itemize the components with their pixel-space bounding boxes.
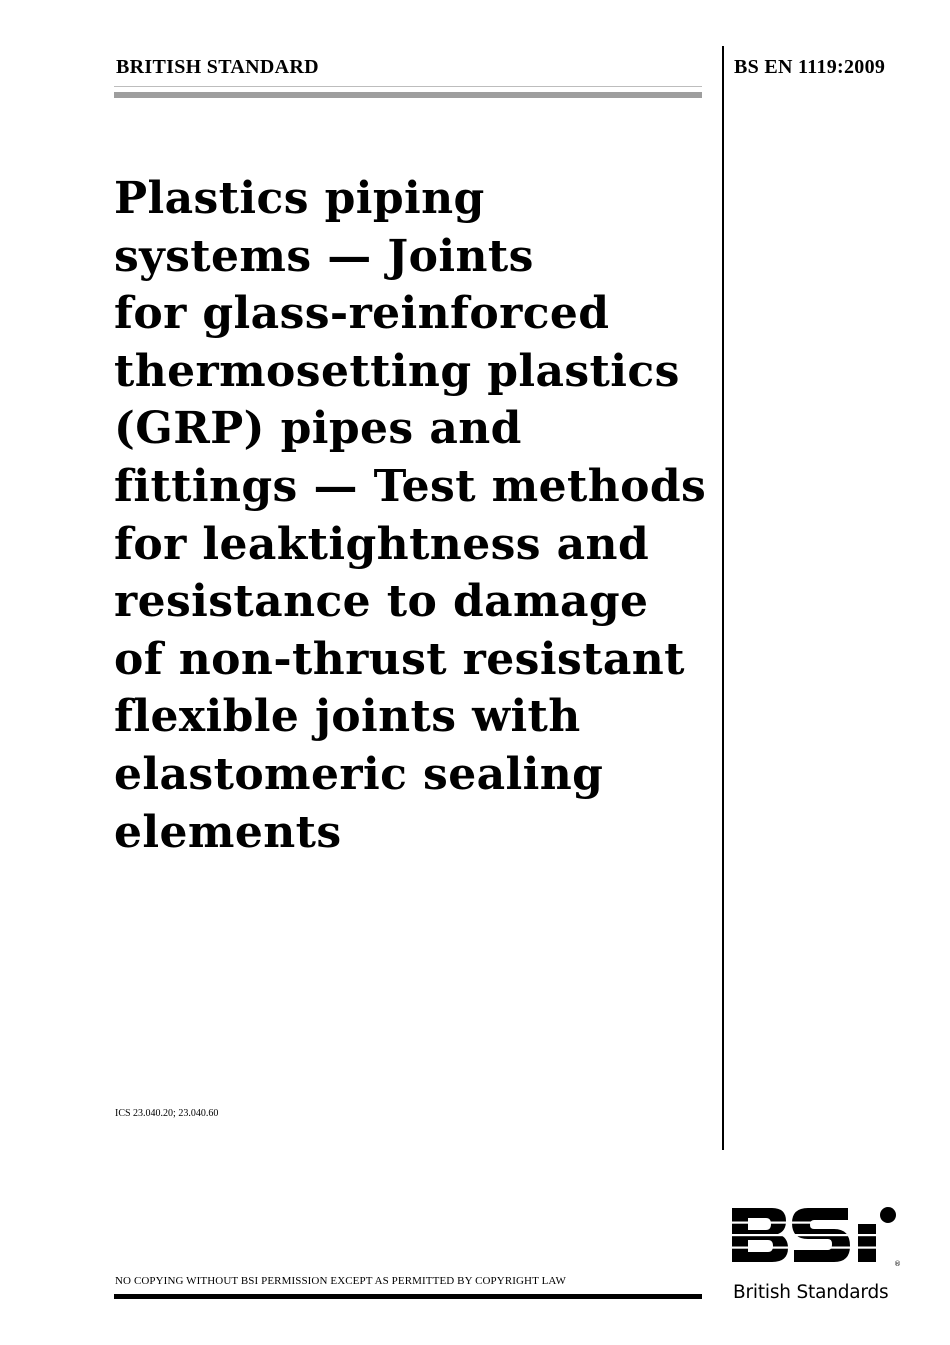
title-line: for leaktightness and: [114, 518, 650, 570]
header-grey-rule: [114, 92, 702, 98]
title-line: for glass-reinforced: [114, 288, 610, 340]
vertical-divider: [722, 46, 724, 1150]
bsi-logo: [728, 1204, 900, 1266]
document-type-label: BRITISH STANDARD: [116, 56, 319, 78]
bsi-logo-dot: [880, 1207, 896, 1223]
title-line: (GRP) pipes and: [114, 403, 522, 455]
document-title: [114, 170, 714, 861]
svg-text:®: ®: [894, 1260, 901, 1268]
footer-rule: [114, 1294, 702, 1299]
copyright-notice: NO COPYING WITHOUT BSI PERMISSION EXCEPT AS PERMITTED BY COPYRIGHT LAW: [115, 1275, 567, 1287]
bsi-logo-letter-i: [858, 1224, 876, 1262]
title-line: thermosetting plastics: [114, 345, 680, 397]
bsi-tagline: British Standards: [733, 1282, 889, 1303]
title-line: systems — Joints: [114, 230, 534, 282]
title-line: of non-thrust resistant: [114, 633, 685, 685]
ics-code: ICS 23.040.20; 23.040.60: [115, 1108, 219, 1119]
title-line: resistance to damage: [114, 576, 649, 628]
header-thin-rule: [114, 86, 702, 87]
title-line: elastomeric sealing: [114, 748, 604, 800]
title-line: Plastics piping: [114, 173, 485, 224]
title-line: fittings — Test methods: [114, 460, 707, 512]
standard-number: BS EN 1119:2009: [734, 56, 886, 78]
title-line: flexible joints with: [114, 691, 581, 743]
title-line: elements: [114, 806, 342, 858]
